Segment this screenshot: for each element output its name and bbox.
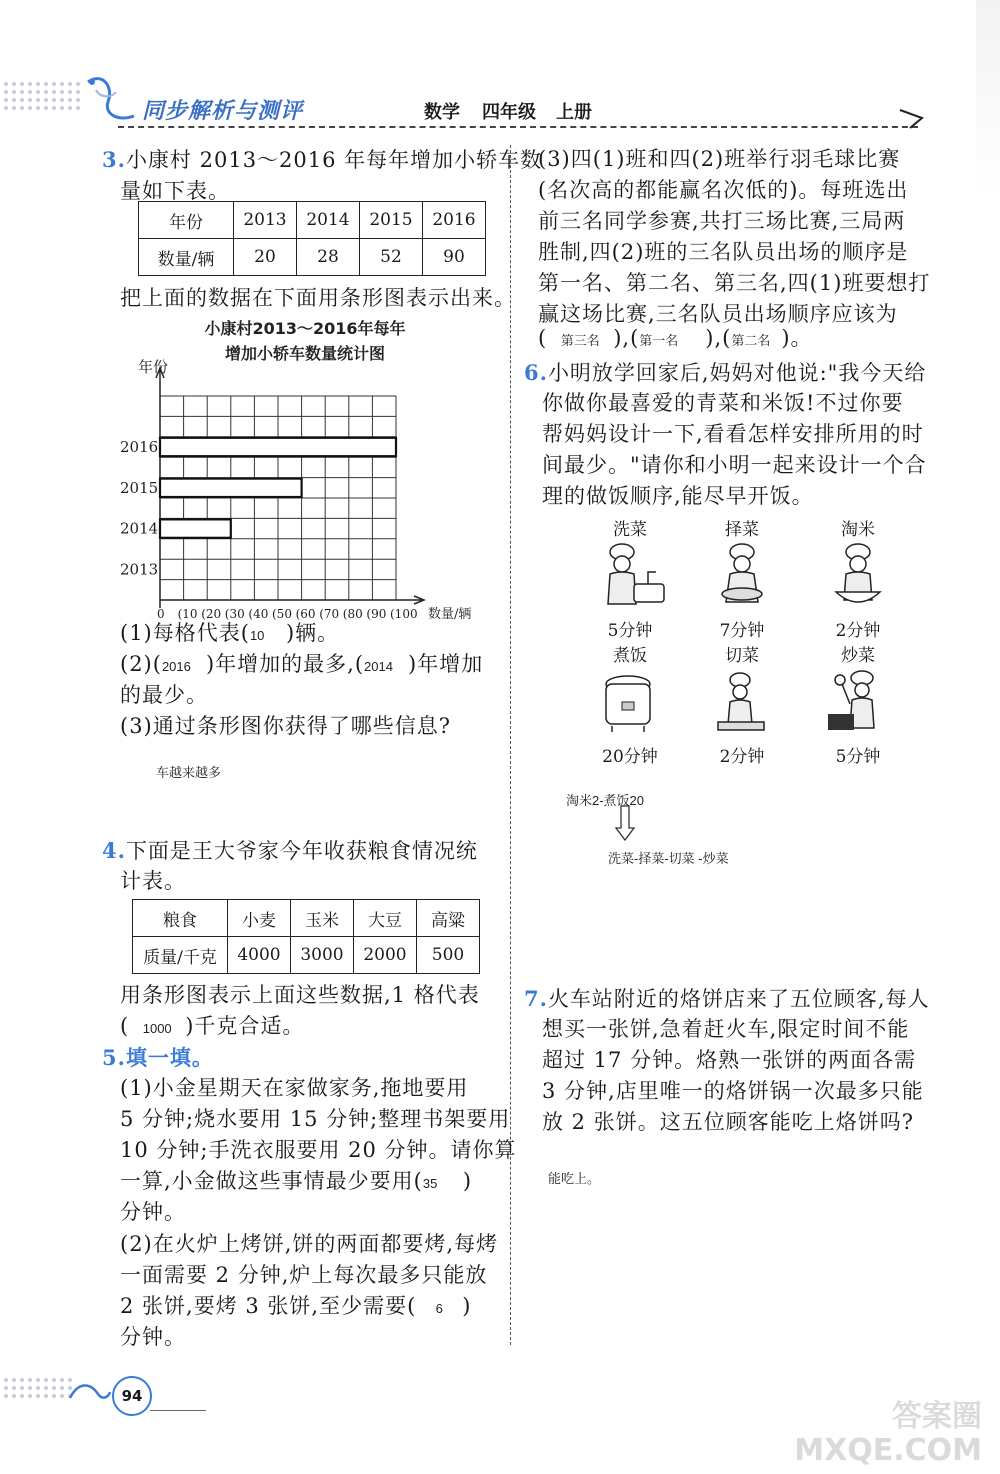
q4-answer: 1000: [142, 1021, 172, 1036]
q7-text: 3 分钟,店里唯一的烙饼锅一次最多只能: [542, 1079, 924, 1103]
chart-title-line2: 增加小轿车数量统计图: [224, 344, 385, 363]
q5-p3-open: (: [538, 326, 548, 350]
q6-answer-line1: 淘米2-煮饭20: [566, 793, 645, 808]
q3-sub1: [120, 618, 339, 651]
task-item: [697, 515, 787, 641]
task-name: 洗菜: [613, 520, 647, 540]
header-subject: 数学: [424, 102, 460, 123]
q6-text: 帮妈妈设计一下,看看怎样安排所用的时: [542, 422, 924, 446]
table-head-year: 年份: [139, 202, 234, 239]
task-time: 2分钟: [719, 747, 765, 767]
x-tick-label: (100: [390, 607, 418, 620]
q4-data-table: [132, 899, 480, 974]
x-tick-label: (10: [177, 607, 198, 620]
q7-text: 想买一张饼,急着赶火车,限定时间不能: [542, 1017, 910, 1041]
q3-sub2-line2: 的最少。: [120, 683, 208, 707]
page-edge-decoration: [976, 0, 1000, 200]
q4-number: 4.: [102, 838, 126, 863]
q7-text: 火车站附近的烙饼店来了五位顾客,每人: [547, 987, 930, 1011]
table-head-crop: 粮食: [133, 900, 228, 937]
q5-p2-line: 2 张饼,要烤 3 张饼,至少需要(: [120, 1294, 417, 1318]
x-axis-label: 数量/辆: [428, 607, 472, 620]
q5-p3-line: (3)四(1)班和四(2)班举行羽毛球比赛: [538, 147, 901, 171]
q7-text: 放 2 张饼。这五位顾客能吃上烙饼吗?: [542, 1110, 914, 1134]
table-cell: 90: [423, 239, 486, 276]
table-cell: 小麦: [228, 900, 291, 937]
chef-washing-icon: [592, 540, 668, 612]
q5-p3-answer-2: 第一名: [639, 333, 679, 348]
task-name: 淘米: [841, 520, 875, 540]
q5-p3-line: 前三名同学参赛,共打三场比赛,三局两: [538, 209, 906, 233]
q4-text-1: 下面是王大爷家今年收获粮食情况统: [125, 839, 478, 863]
rice-cooker-icon: [592, 666, 668, 738]
q5-p2-line: 一面需要 2 分钟,炉上每次最多只能放: [120, 1263, 488, 1287]
down-arrow-icon: [614, 804, 636, 842]
table-cell: 2013: [234, 202, 297, 239]
task-time: 7分钟: [719, 621, 765, 641]
q5-p3-line: (名次高的都能赢名次低的)。每班选出: [538, 178, 909, 202]
chef-stir-frying-icon: [820, 666, 896, 738]
x-tick-label: (70: [319, 607, 340, 620]
task-item: [697, 641, 787, 767]
q5-p1-line: 10 分钟;手洗衣服要用 20 分钟。请你算: [120, 1138, 517, 1162]
q3-sub1-end: )辆。: [285, 621, 340, 645]
q5-p1-line: (1)小金星期天在家做家务,拖地要用: [120, 1076, 469, 1100]
q5-p1-line: 5 分钟;烧水要用 15 分钟;整理书架要用: [120, 1107, 511, 1131]
q6-number: 6.: [524, 360, 548, 385]
task-item: [813, 515, 903, 641]
table-cell: 3000: [291, 937, 354, 974]
table-cell: 52: [360, 239, 423, 276]
task-name: 切菜: [725, 646, 759, 666]
task-name: 择菜: [725, 520, 759, 540]
task-item: [813, 641, 903, 767]
bird-logo-icon: [82, 72, 142, 128]
x-tick-label: (40: [248, 607, 269, 620]
q5-p2-last: 分钟。: [120, 1325, 186, 1349]
bar: [160, 438, 396, 456]
header-rule: [118, 126, 918, 128]
category-label: 2014: [120, 519, 159, 538]
q5-p1-blank-line: [120, 1166, 472, 1199]
task-time: 5分钟: [835, 747, 881, 767]
q3-sub2-a: (2)(: [120, 652, 162, 676]
table-cell: 大豆: [354, 900, 417, 937]
table-head-weight: 质量/千克: [133, 937, 228, 974]
x-tick-label: (50: [272, 607, 292, 620]
bar-chart: [110, 350, 500, 620]
table-cell: 玉米: [291, 900, 354, 937]
table-row: [139, 202, 486, 239]
q7-text: 超过 17 分钟。烙熟一张饼的两面各需: [542, 1048, 917, 1072]
q5-p1-line: 一算,小金做这些事情最少要用(: [120, 1169, 423, 1193]
footer-dots-decoration: [4, 1378, 72, 1398]
x-tick-label: (90: [366, 607, 387, 620]
q6-answer-line2: 洗菜-择菜-切菜 -炒菜: [608, 851, 729, 866]
q5-p3-answer-1: 第三名: [560, 333, 600, 348]
q3-sub2-b: )年增加的最多,(: [205, 652, 365, 676]
q4-text-3: 用条形图表示上面这些数据,1 格代表: [120, 983, 480, 1007]
q3-sub3: (3)通过条形图你获得了哪些信息?: [120, 714, 452, 738]
table-cell: 2015: [360, 202, 423, 239]
q5-p3-blank-line: [538, 323, 813, 356]
q7-line1: [524, 983, 930, 1015]
q5-p3-sep: ),(: [613, 326, 640, 350]
footer-rule: [150, 1410, 206, 1411]
x-tick-label: (80: [342, 607, 363, 620]
x-tick-label: (20: [201, 607, 222, 620]
q4-blank-line: [120, 1011, 304, 1044]
q6-text: 间最少。"请你和小明一起来设计一个合: [542, 453, 927, 477]
task-time: 2分钟: [835, 621, 881, 641]
q7-number: 7.: [524, 986, 548, 1011]
q3-sub2-c: )年增加: [408, 652, 484, 676]
q4-blank-close: )千克合适。: [185, 1014, 305, 1038]
q5-number: 5.: [102, 1045, 126, 1070]
q5-p2-answer: 6: [435, 1301, 443, 1316]
book-title: 同步解析与测评: [142, 99, 304, 124]
q6-text: 理的做饭顺序,能尽早开饭。: [542, 484, 814, 508]
q5-p3-line: 胜制,四(2)班的三名队员出场的顺序是: [538, 240, 909, 264]
table-row: [139, 239, 486, 276]
q5-p2-close: ): [462, 1294, 472, 1318]
q3-text-2: 量如下表。: [120, 179, 230, 203]
q3-sub2-answer1: 2016: [161, 659, 191, 674]
bar: [160, 479, 302, 497]
q7-answer: 能吃上。: [548, 1171, 601, 1186]
watermark: 答案圈 MXQE.COM: [794, 1399, 982, 1468]
table-head-count: 数量/辆: [139, 239, 234, 276]
header-volume: 上册: [556, 102, 592, 123]
q5-p3-line: 第一名、第二名、第三名,四(1)班要想打: [538, 271, 931, 295]
category-label: 2015: [120, 478, 159, 497]
q3-text-1: 小康村 2013～2016 年每年增加小轿车数: [125, 148, 543, 172]
q6-text: 小明放学回家后,妈妈对他说:"我今天给: [547, 361, 927, 385]
table-cell: 28: [297, 239, 360, 276]
table-cell: 2000: [354, 937, 417, 974]
table-cell: 20: [234, 239, 297, 276]
q5-p3-answer-3: 第二名: [731, 333, 771, 348]
page-number-badge: 94: [112, 1376, 152, 1416]
x-tick-label: (30: [224, 607, 245, 620]
q3-instruction: 把上面的数据在下面用条形图表示出来。: [120, 286, 516, 310]
table-cell: 2014: [297, 202, 360, 239]
q5-title-line: [102, 1042, 214, 1074]
footer-bird-icon: [68, 1374, 112, 1408]
task-name: 炒菜: [841, 646, 875, 666]
q3-number: 3.: [102, 147, 126, 172]
q6-text: 你做你最喜爱的青菜和米饭!不过你要: [542, 391, 904, 415]
task-time: 5分钟: [607, 621, 653, 641]
chef-cutting-icon: [704, 666, 780, 738]
header-arrow-icon: [898, 104, 926, 130]
q3-sub2: [120, 649, 483, 682]
q5-p3-end: )。: [781, 326, 813, 350]
header-grade: 四年级: [482, 102, 536, 123]
q6-line1: [524, 357, 926, 389]
q5-p1-answer: 35: [422, 1176, 438, 1191]
category-label: 2016: [120, 438, 159, 456]
table-cell: 500: [417, 937, 480, 974]
x-tick-label: 0: [157, 607, 165, 620]
task-item: [585, 641, 675, 767]
chart-title-line1: 小康村2013～2016年每年: [204, 319, 406, 338]
table-cell: 4000: [228, 937, 291, 974]
bar: [160, 519, 231, 537]
x-tick-label: (60: [295, 607, 316, 620]
q5-p3-line: 赢这场比赛,三名队员出场顺序应该为: [538, 302, 898, 326]
q5-p2-line: (2)在火炉上烤饼,饼的两面都要烤,每烤: [120, 1232, 499, 1256]
chef-rinsing-rice-icon: [820, 540, 896, 612]
q3-sub2-answer2: 2014: [364, 659, 393, 674]
q5-p2-blank-line: [120, 1291, 472, 1324]
category-label: 2013: [120, 560, 159, 579]
q3-data-table: [138, 201, 486, 276]
q5-p3-sep: ),(: [705, 326, 732, 350]
q3-sub3-answer: 车越来越多: [156, 765, 222, 780]
q5-p1-close: ): [462, 1169, 473, 1193]
q4-text-2: 计表。: [120, 869, 186, 893]
table-cell: 高粱: [417, 900, 480, 937]
q3-sub1-text: (1)每格代表(: [120, 621, 250, 645]
chef-picking-icon: [704, 540, 780, 612]
q4-line1: [102, 835, 478, 867]
q3-sub1-answer: 10: [249, 628, 265, 643]
header-dots-decoration: [4, 82, 80, 110]
q5-p1-last: 分钟。: [120, 1200, 186, 1224]
table-row: [133, 937, 480, 974]
task-time: 20分钟: [602, 747, 658, 767]
task-item: [585, 515, 675, 641]
y-axis-label: 年份: [138, 358, 169, 376]
table-cell: 2016: [423, 202, 486, 239]
task-name: 煮饭: [613, 646, 647, 666]
q4-blank-open: (: [120, 1014, 130, 1038]
table-row: [133, 900, 480, 937]
q5-title: 填一填。: [125, 1045, 214, 1070]
q3-line1: [102, 144, 542, 176]
